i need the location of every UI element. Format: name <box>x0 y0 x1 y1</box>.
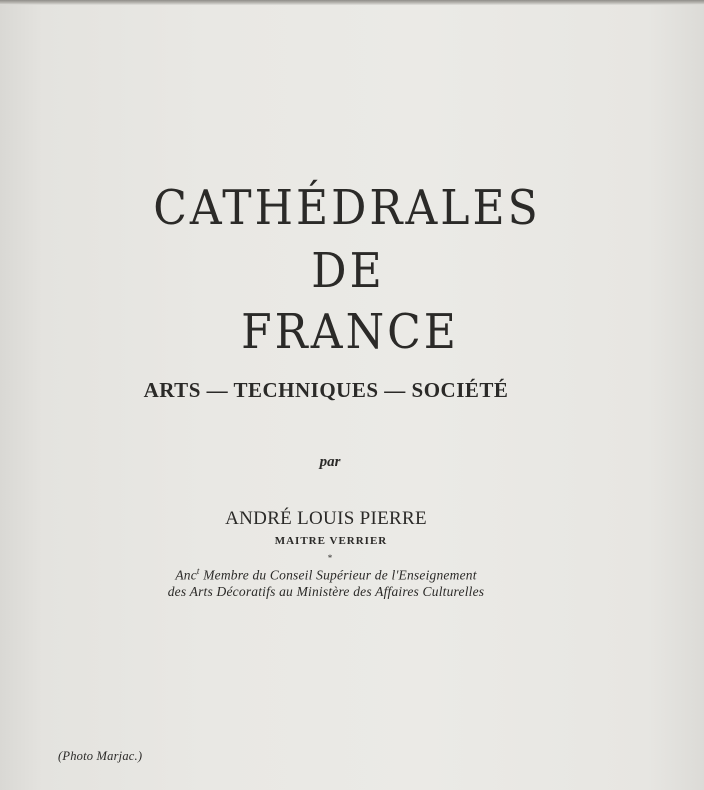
author-name: ANDRÉ LOUIS PIERRE <box>225 508 427 529</box>
membership-line-1-rest: Membre du Conseil Supérieur de l'Enseignement <box>199 567 477 583</box>
separator-mark: * <box>327 553 333 563</box>
membership-line-1 <box>0 563 678 584</box>
membership-prefix: Anc <box>175 567 197 583</box>
page-top-edge <box>0 0 704 5</box>
title-line-2: DE <box>311 243 385 300</box>
membership-line-2: des Arts Décoratifs au Ministère des Affaires Culturelles <box>167 583 485 599</box>
author-membership <box>0 563 678 600</box>
photo-credit: (Photo Marjac.) <box>58 749 143 763</box>
title-line-1: CATHÉDRALES <box>153 180 541 237</box>
membership-superscript: t <box>196 566 200 576</box>
author-role: MAITRE VERRIER <box>274 535 388 547</box>
by-label: par <box>319 454 341 470</box>
subtitle: ARTS — TECHNIQUES — SOCIÉTÉ <box>143 378 509 402</box>
title-line-3: FRANCE <box>241 304 459 361</box>
